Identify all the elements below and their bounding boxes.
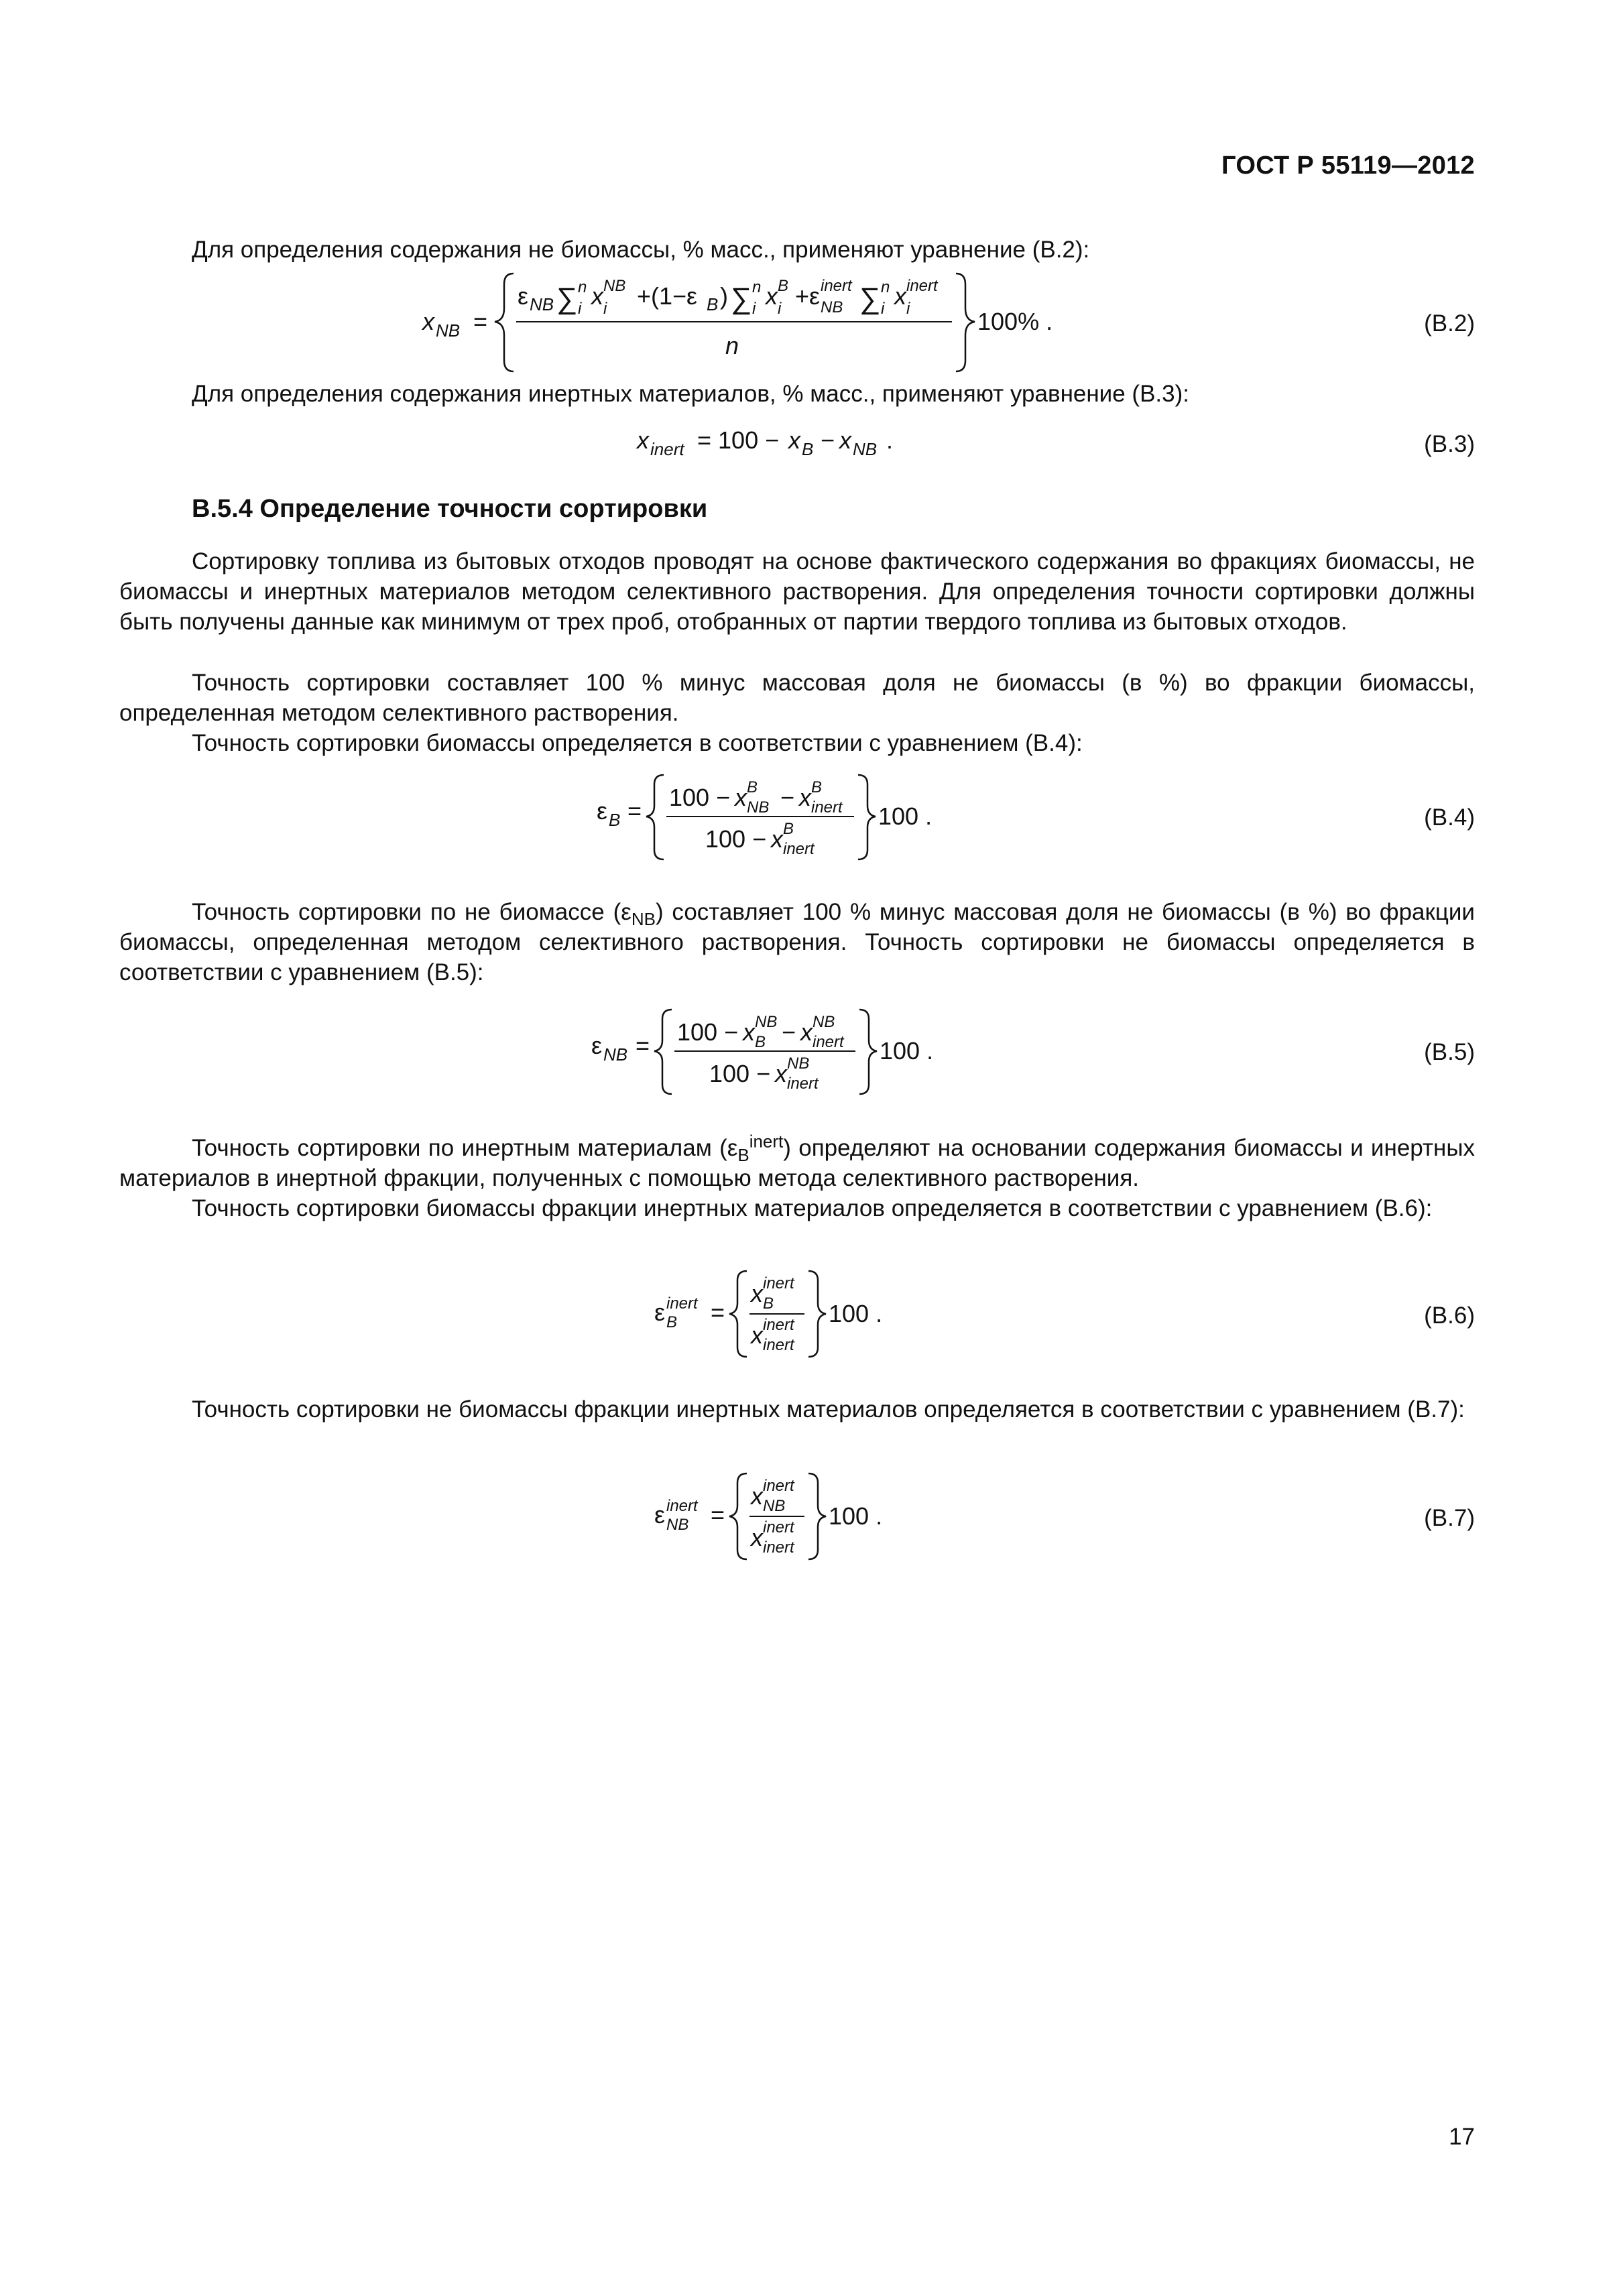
- svg-text:x: x: [800, 1018, 813, 1046]
- svg-text:i: i: [603, 300, 607, 318]
- svg-text:NB: NB: [763, 1497, 786, 1515]
- svg-text:NB: NB: [813, 1013, 835, 1031]
- paragraph-nonbiomass-accuracy: [119, 897, 1475, 987]
- svg-text:inert: inert: [666, 1294, 698, 1313]
- svg-text:x: x: [771, 825, 783, 853]
- formula-b3: [630, 419, 925, 466]
- text-run: ) определяют на основании содержания биомассы и инертных материалов в инертной фракции, полученных с помощью метода селективного растворения.: [119, 1135, 1475, 1191]
- paragraph-inert-nonbiomass-accuracy-intro: Точность сортировки не биомассы фракции инертных материалов определяется в соответствии с уравнением (B.7):: [192, 1396, 1465, 1423]
- equation-number-b6: (B.6): [1424, 1303, 1475, 1329]
- svg-text:100 −: 100 −: [677, 1018, 739, 1046]
- svg-text:n: n: [752, 278, 762, 296]
- svg-text:i: i: [906, 300, 910, 318]
- svg-text:i: i: [752, 300, 756, 318]
- svg-text:x: x: [775, 1060, 787, 1087]
- svg-text:ε: ε: [597, 797, 608, 825]
- svg-text:ε: ε: [654, 1501, 666, 1528]
- svg-text:=: =: [711, 1501, 725, 1528]
- svg-text:NB: NB: [821, 298, 843, 316]
- svg-text:100 −: 100 −: [669, 784, 731, 811]
- svg-text:x: x: [743, 1018, 755, 1046]
- paragraph-biomass-accuracy-intro: Точность сортировки биомассы определяется в соответствии с уравнением (B.4):: [192, 730, 1083, 756]
- svg-text:x: x: [751, 1482, 763, 1510]
- equation-number-b5: (B.5): [1424, 1039, 1475, 1065]
- svg-text:n: n: [578, 278, 587, 296]
- svg-text:=: =: [636, 1032, 650, 1059]
- svg-text:=: =: [473, 308, 488, 335]
- svg-text:= 100 −: = 100 −: [697, 426, 780, 454]
- svg-text:.: .: [886, 426, 894, 454]
- svg-text:x: x: [839, 426, 851, 454]
- section-heading: B.5.4 Определение точности сортировки: [192, 495, 708, 523]
- svg-text:+(1−ε: +(1−ε: [637, 282, 698, 310]
- svg-text:x: x: [894, 282, 906, 310]
- svg-text:inert: inert: [763, 1316, 794, 1334]
- paragraph-sorting-accuracy: Точность сортировки составляет 100 % минус массовая доля не биомассы (в %) во фракции биомассы, определенная методом селективного растворения.: [119, 670, 1475, 726]
- svg-text:100% .: 100% .: [977, 308, 1053, 335]
- svg-text:B: B: [811, 778, 823, 796]
- formula-b6: [646, 1267, 901, 1361]
- svg-text:inert: inert: [763, 1518, 794, 1536]
- svg-text:B: B: [707, 294, 719, 314]
- svg-text:+ε: +ε: [795, 282, 821, 310]
- svg-text:inert: inert: [783, 840, 815, 858]
- svg-text:B: B: [763, 1294, 774, 1313]
- svg-text:B: B: [802, 439, 814, 459]
- svg-text:B: B: [783, 820, 794, 838]
- svg-text:x: x: [751, 1524, 763, 1551]
- svg-text:=: =: [627, 797, 642, 825]
- svg-text:NB: NB: [755, 1013, 778, 1031]
- svg-text:i: i: [778, 300, 782, 318]
- svg-text:x: x: [751, 1321, 763, 1349]
- svg-text:x: x: [788, 426, 800, 454]
- svg-text:inert: inert: [821, 277, 852, 295]
- formula-b5: [585, 1006, 973, 1099]
- svg-text:inert: inert: [906, 277, 938, 295]
- svg-text:x: x: [799, 784, 811, 811]
- svg-text:NB: NB: [530, 294, 554, 314]
- svg-text:inert: inert: [763, 1477, 794, 1495]
- superscript: inert: [749, 1131, 784, 1152]
- svg-text:NB: NB: [787, 1054, 810, 1073]
- page-number: 17: [1449, 2124, 1475, 2150]
- subscript: B: [737, 1145, 749, 1165]
- svg-text:x: x: [422, 308, 434, 335]
- svg-text:∑: ∑: [731, 282, 752, 315]
- svg-text:B: B: [755, 1033, 766, 1051]
- svg-text:x: x: [637, 426, 649, 454]
- svg-text:B: B: [778, 277, 789, 295]
- svg-text:ε: ε: [591, 1032, 603, 1059]
- svg-text:100 −: 100 −: [705, 825, 767, 853]
- svg-text:inert: inert: [763, 1538, 794, 1557]
- svg-text:inert: inert: [813, 1033, 844, 1051]
- svg-text:inert: inert: [763, 1274, 794, 1292]
- svg-text:ε: ε: [654, 1298, 666, 1326]
- svg-text:100 .: 100 .: [880, 1037, 934, 1065]
- svg-text:i: i: [578, 300, 582, 318]
- text-run: ) составляет 100 % минус массовая доля не биомассы (в %) во фракции биомассы, определенная методом селективного растворения. Точность сортировки не биомассы определяется в соответствии с уравнением (B.5):: [119, 899, 1475, 985]
- paragraph-sorting-basis: Сортировку топлива из бытовых отходов проводят на основе фактического содержания во фракциях биомассы, не биомассы и инертных материалов методом селективного растворения. Для определения точности сортировки должны быть получены данные как минимум от трех проб, отобранных от партии твердого топлива из бытовых отходов.: [119, 548, 1475, 635]
- svg-text:−: −: [780, 784, 795, 811]
- svg-text:inert: inert: [650, 439, 684, 459]
- svg-text:): ): [720, 282, 728, 310]
- svg-text:x: x: [591, 282, 603, 310]
- formula-b7: [646, 1469, 901, 1563]
- svg-text:NB: NB: [666, 1516, 689, 1534]
- svg-text:x: x: [735, 784, 747, 811]
- subscript: NB: [631, 909, 656, 929]
- svg-text:100 .: 100 .: [878, 802, 933, 830]
- svg-text:100 −: 100 −: [709, 1060, 771, 1087]
- svg-text:∑: ∑: [859, 282, 881, 315]
- svg-text:NB: NB: [603, 1044, 628, 1065]
- formula-b4: [590, 771, 965, 865]
- svg-text:100 .: 100 .: [829, 1502, 883, 1530]
- svg-text:i: i: [881, 300, 885, 318]
- paragraph-inert-accuracy: [119, 1133, 1475, 1193]
- paragraph-nonbiomass-intro: Для определения содержания не биомассы, % масс., применяют уравнение (B.2):: [192, 237, 1090, 263]
- equation-number-b2: (B.2): [1424, 310, 1475, 337]
- equation-number-b7: (B.7): [1424, 1505, 1475, 1531]
- svg-text:B: B: [747, 778, 758, 796]
- svg-text:=: =: [711, 1298, 725, 1326]
- text-run: Точность сортировки по не биомассе (ε: [192, 899, 632, 925]
- paragraph-inert-biomass-accuracy-intro: Точность сортировки биомассы фракции инертных материалов определяется в соответствии с уравнением (B.6):: [192, 1195, 1433, 1221]
- formula-b2: [416, 268, 1166, 375]
- equation-number-b3: (B.3): [1424, 431, 1475, 457]
- svg-text:B: B: [609, 810, 621, 830]
- paragraph-inert-intro: Для определения содержания инертных материалов, % масс., применяют уравнение (B.3):: [192, 381, 1189, 407]
- svg-text:NB: NB: [603, 277, 626, 295]
- svg-text:∑: ∑: [556, 282, 578, 315]
- svg-text:NB: NB: [747, 798, 770, 817]
- svg-text:−: −: [821, 426, 835, 454]
- svg-text:n: n: [725, 332, 739, 359]
- svg-text:inert: inert: [787, 1075, 819, 1093]
- text-run: Точность сортировки по инертным материалам (ε: [192, 1135, 738, 1161]
- svg-text:inert: inert: [811, 798, 843, 817]
- svg-text:inert: inert: [666, 1497, 698, 1515]
- svg-text:B: B: [666, 1313, 678, 1331]
- svg-text:inert: inert: [763, 1336, 794, 1354]
- equation-number-b4: (B.4): [1424, 804, 1475, 831]
- standard-designation: ГОСТ Р 55119—2012: [1221, 152, 1475, 180]
- svg-text:n: n: [881, 278, 890, 296]
- svg-text:ε: ε: [518, 282, 529, 310]
- svg-text:x: x: [751, 1280, 763, 1307]
- svg-text:x: x: [766, 282, 778, 310]
- svg-text:100 .: 100 .: [829, 1300, 883, 1327]
- svg-text:NB: NB: [853, 439, 878, 459]
- svg-text:NB: NB: [436, 320, 461, 341]
- svg-text:−: −: [782, 1018, 796, 1046]
